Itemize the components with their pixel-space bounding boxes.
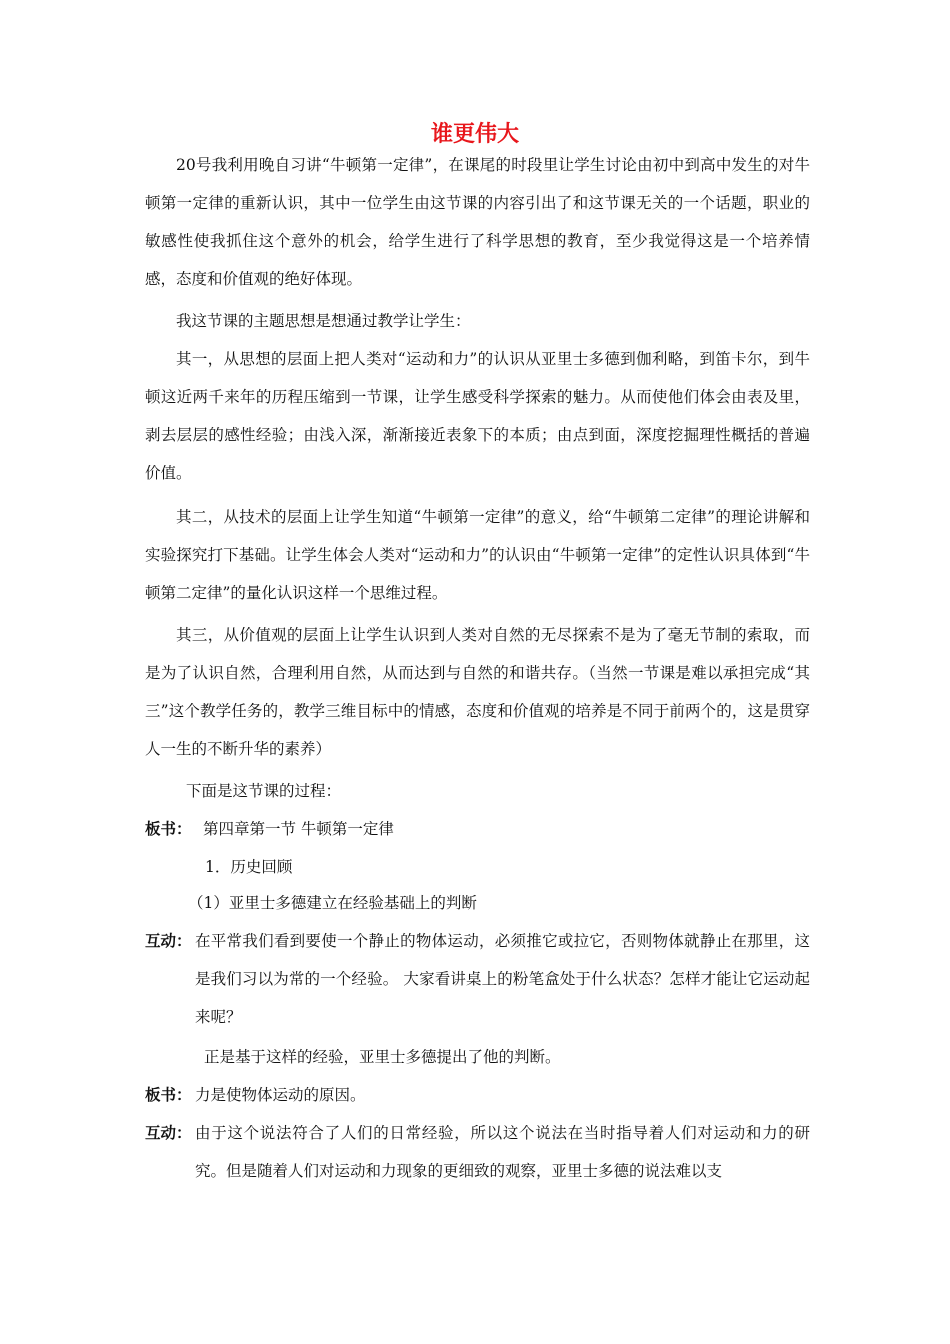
board-label-1: 板书： [145, 820, 192, 838]
board-text-1: 第四章第一节 牛顿第一定律 [203, 820, 394, 838]
document-title: 谁更伟大 [430, 122, 519, 147]
interact-label-2: 互动： [145, 1124, 192, 1142]
point-three-paragraph: 其三，从价值观的层面上让学生认识到人类对自然的无尽探索不是为了毫无节制的索取，而是为了认识自然，合理利用自然，从而达到与自然的和谐共存。（当然一节课是难以承担完成“其三”这个教学任务的，教学三维目标中的情感，态度和价值观的培养是不同于前两个的，这是贯穿人一生的不断升华的素养） [145, 626, 810, 758]
subsection-item-1-1: （1）亚里士多德建立在经验基础上的判断 [188, 894, 477, 912]
theme-line: 我这节课的主题思想是想通过教学让学生： [176, 312, 471, 330]
point-two-paragraph: 其二，从技术的层面上让学生知道“牛顿第一定律”的意义，给“牛顿第二定律”的理论讲解和实验探究打下基础。让学生体会人类对“运动和力”的认识由“牛顿第一定律”的定性认识具体到“牛顿第二定律”的量化认识这样一个思维过程。 [145, 508, 810, 602]
interact-label-1: 互动： [145, 932, 192, 950]
interact-text-1: 在平常我们看到要使一个静止的物体运动，必须推它或拉它，否则物体就静止在那里，这是我们习以为常的一个经验。 大家看讲桌上的粉笔盒处于什么状态？怎样才能让它运动起来呢？ [195, 932, 810, 1026]
intro-paragraph: 20号我利用晚自习讲“牛顿第一定律”，在课尾的时段里让学生讨论由初中到高中发生的对牛顿第一定律的重新认识，其中一位学生由这节课的内容引出了和这节课无关的一个话题，职业的敏感性使我抓住这个意外的机会，给学生进行了科学思想的教育，至少我觉得这是一个培养情感，态度和价值观的绝好体现。 [145, 156, 810, 288]
interact-text-2: 由于这个说法符合了人们的日常经验，所以这个说法在当时指导着人们对运动和力的研究。但是随着人们对运动和力现象的更细致的观察，亚里士多德的说法难以支 [195, 1124, 810, 1180]
board-label-2: 板书： [145, 1086, 192, 1104]
aristotle-line: 正是基于这样的经验，亚里士多德提出了他的判断。 [204, 1048, 561, 1066]
board-text-2: 力是使物体运动的原因。 [195, 1086, 366, 1104]
section-item-1: 1．历史回顾 [205, 858, 293, 876]
point-one-paragraph: 其一，从思想的层面上把人类对“运动和力”的认识从亚里士多德到伽利略，到笛卡尔，到牛顿这近两千来年的历程压缩到一节课，让学生感受科学探索的魅力。从而使他们体会由表及里，剥去层层的感性经验；由浅入深，渐渐接近表象下的本质；由点到面，深度挖掘理性概括的普遍价值。 [145, 350, 810, 482]
process-intro-line: 下面是这节课的过程： [186, 782, 342, 800]
